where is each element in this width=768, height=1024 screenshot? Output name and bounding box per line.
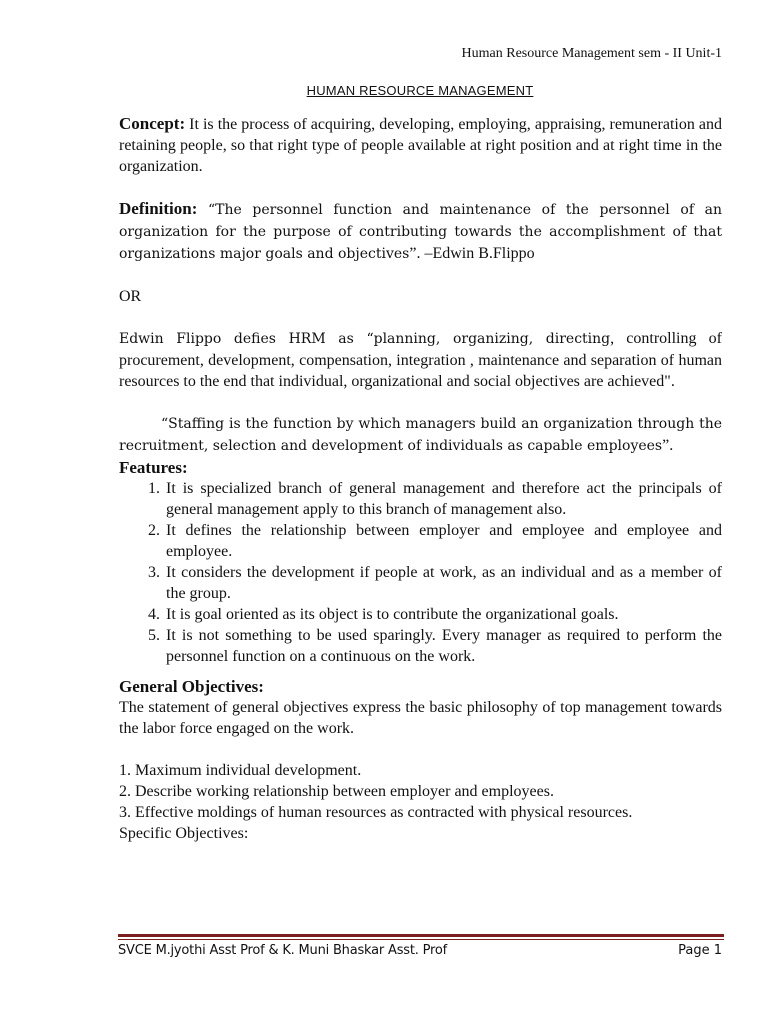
footer-rule-thick [118, 934, 724, 937]
definition-attribution: ”. –Edwin B.Flippo [409, 245, 535, 262]
list-item: 3. It considers the development if people at work, as an individual and as a member of the group. [164, 562, 722, 604]
staffing-tail: ”. [662, 437, 674, 454]
concept-paragraph [119, 113, 722, 177]
footer-authors: SVCE M.jyothi Asst Prof & K. Muni Bhaskar Asst. Prof [118, 943, 447, 958]
document-body [119, 113, 722, 844]
features-heading: Features: [119, 458, 188, 477]
objectives-heading: General Objectives: [119, 677, 264, 696]
objectives-intro: The statement of general objectives express the basic philosophy of top management towards the labor force engaged on the work. [119, 699, 722, 737]
definition-label: Definition: [119, 199, 198, 218]
objective-item: 2. Describe working relationship between employer and employees. [119, 783, 554, 800]
staffing-quote: “Staffing is the function by which managers build an organization through the recruitment, selection and development of individuals as capable employees [119, 416, 722, 454]
running-header: Human Resource Management sem - II Unit-1 [461, 46, 722, 61]
page-title: HUMAN RESOURCE MANAGEMENT [306, 83, 534, 98]
features-list [119, 478, 722, 667]
list-item: 4. It is goal oriented as its object is to contribute the organizational goals. [164, 604, 722, 625]
page-number: Page 1 [678, 943, 722, 958]
flippo-paragraph [119, 328, 722, 392]
concept-label: Concept: [119, 114, 186, 133]
specific-objectives: Specific Objectives: [119, 825, 249, 842]
staffing-paragraph [119, 413, 722, 457]
definition-paragraph [119, 198, 722, 265]
objective-item: 1. Maximum individual development. [119, 762, 362, 779]
concept-text: It is the process of acquiring, developing, employing, appraising, remuneration and retaining people, so that right type of people available at right position and at right time in the organization. [119, 116, 722, 175]
objective-item: 3. Effective moldings of human resources as contracted with physical resources. [119, 804, 633, 821]
list-item: 2. It defines the relationship between employer and employee and employee and employee. [164, 520, 722, 562]
flippo-rest: , controlling of procurement, development, compensation, integration , maintenance and separation of human resources to the end that individual, organizational and social objectives are achieved". [119, 330, 723, 390]
list-item: 5. It is not something to be used sparingly. Every manager as required to perform the personnel function on a continuous on the work. [164, 625, 722, 667]
definition-quote: “The personnel function and maintenance of the personnel of an organization for the purpose of contributing towards the accomplishment of that organizations major goals and objectives [119, 202, 722, 262]
or-separator: OR [119, 288, 142, 305]
footer-rule-thin [118, 939, 724, 940]
list-item: 1. It is specialized branch of general management and therefore act the principals of general management apply to this branch of management also. [164, 478, 722, 520]
flippo-bold: Edwin Flippo defies HRM as “planning, organizing, directing [119, 331, 611, 347]
